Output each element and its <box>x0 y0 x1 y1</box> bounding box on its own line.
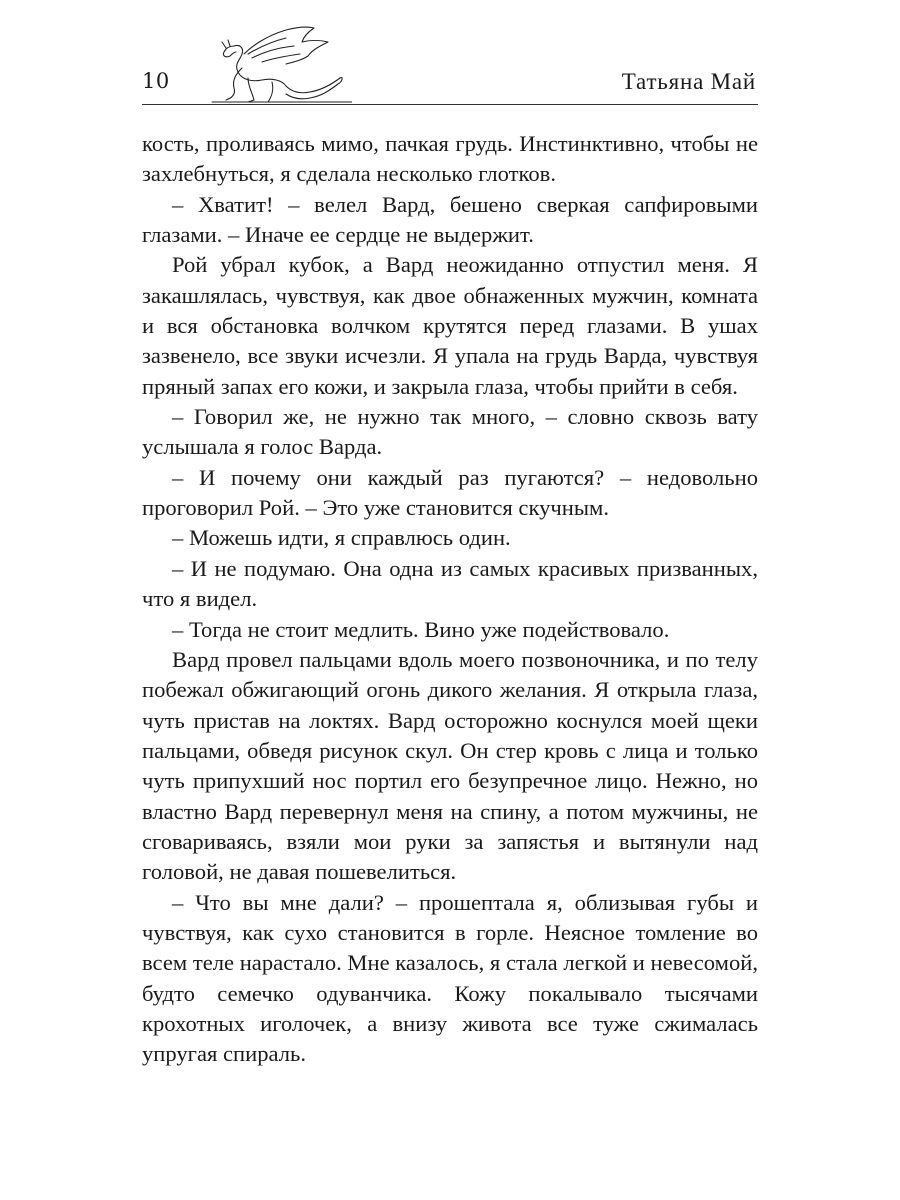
running-header <box>142 40 758 108</box>
paragraph: – Говорил же, не нужно так много, – словно сквозь вату услышала я голос Варда. <box>142 404 758 460</box>
paragraph: кость, проливаясь мимо, пачкая грудь. Инстинктивно, чтобы не захлебнуться, я сделала несколько глотков. <box>142 131 758 187</box>
paragraph: – И не подумаю. Она одна из самых красивых призванных, что я видел. <box>142 555 758 612</box>
paragraph: Рой убрал кубок, а Вард неожиданно отпустил меня. Я закашлялась, чувствуя, как двое обнаженных мужчин, комната и вся обстановка волчком крутятся перед глазами. В ушах зазвенело, все звуки исчезли. Я упала на грудь Варда, чувствуя пряный запах его кожи, и закрыла глаза, чтобы прийти в себя. <box>142 252 758 399</box>
page-number: 10 <box>142 69 170 93</box>
header-rule <box>142 104 758 105</box>
paragraph: – Что вы мне дали? – прошептала я, облизывая губы и чувствуя, как сухо становится в горле. Неясное томление во всем теле нарастало. Мне казалось, я стала легкой и невесомой, будто семечко одуванчика. Кожу покалывало тысячами крохотных иголочек, а внизу живота все туже сжималась упругая спираль. <box>142 889 758 1067</box>
author-name: Татьяна Май <box>621 69 756 94</box>
paragraph: – Можешь идти, я справлюсь один. <box>172 525 511 551</box>
paragraph: – И почему они каждый раз пугаются? – недовольно проговорил Рой. – Это уже становится скучным. <box>142 464 758 521</box>
paragraph: – Тогда не стоит медлить. Вино уже подействовало. <box>172 616 670 642</box>
paragraph: – Хватит! – велел Вард, бешено сверкая сапфировыми глазами. – Иначе ее сердце не выдержит. <box>142 191 758 248</box>
body-text <box>142 129 758 1070</box>
dragon-icon <box>182 24 352 108</box>
paragraph: Вард провел пальцами вдоль моего позвоночника, и по телу побежал обжигающий огонь дикого желания. Я открыла глаза, чуть пристав на локтях. Вард осторожно коснулся моей щеки пальцами, обведя рисунок скул. Он стер кровь с лица и только чуть припухший нос портил его безупречное лицо. Нежно, но властно Вард перевернул меня на спину, а потом мужчины, не сговариваясь, взяли мои руки за запястья и вытянули над головой, не давая пошевелиться. <box>142 646 758 885</box>
